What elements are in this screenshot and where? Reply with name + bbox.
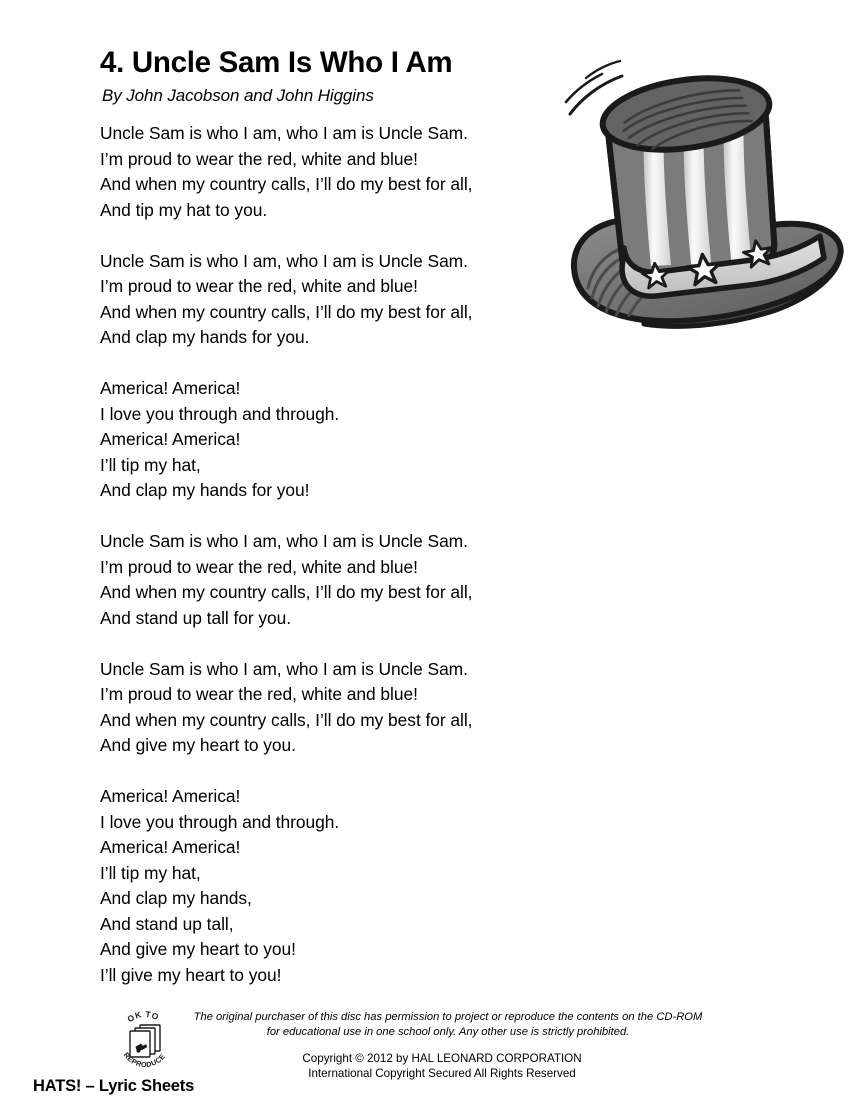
- lyric-line: I love you through and through.: [100, 811, 340, 832]
- permission-note-line: The original purchaser of this disc has permission to project or reproduce the contents on the CD-ROM: [193, 1011, 703, 1023]
- lyric-line: Uncle Sam is who I am, who I am is Uncle Sam.: [100, 123, 468, 143]
- lyric-stanza-verse-4: [100, 657, 540, 759]
- lyric-stanza-verse-2: [100, 249, 540, 351]
- ok-to-reproduce-stamp-icon: [114, 1006, 176, 1072]
- lyric-line: America! America!: [100, 837, 241, 857]
- page-title: 4. Uncle Sam Is Who I Am: [100, 46, 453, 79]
- lyric-line: I’m proud to wear the red, white and blue!: [100, 148, 418, 169]
- stamp-bottom-text: REPRODUCE: [121, 1050, 168, 1070]
- lyric-line: And tip my hat to you.: [100, 199, 268, 220]
- lyric-line: America! America!: [100, 429, 241, 449]
- lyric-line: America! America!: [100, 378, 241, 398]
- copyright-line: International Copyright Secured All Rights Reserved: [308, 1066, 576, 1080]
- lyric-line: I’ll tip my hat,: [100, 454, 201, 475]
- paper-stack-icon: [130, 1025, 160, 1057]
- lyric-line: I’ll give my heart to you!: [100, 964, 282, 985]
- lyric-line: Uncle Sam is who I am, who I am is Uncle Sam.: [100, 658, 468, 679]
- copyright-line: Copyright © 2012 by HAL LEONARD CORPORATION: [302, 1052, 582, 1065]
- lyric-line: And when my country calls, I’ll do my best for all,: [100, 174, 473, 194]
- lyric-line: And clap my hands for you!: [100, 480, 310, 500]
- lyric-line: And stand up tall,: [100, 913, 234, 934]
- lyric-stanza-verse-3: [100, 529, 540, 631]
- lyric-line: I’m proud to wear the red, white and blue!: [100, 276, 418, 296]
- lyric-line: America! America!: [100, 786, 241, 806]
- permission-note: [170, 1010, 726, 1039]
- lyric-line: And clap my hands for you.: [100, 327, 310, 347]
- lyric-line: And give my heart to you.: [100, 735, 296, 755]
- permission-note-line: for educational use in one school only. Any other use is strictly prohibited.: [266, 1025, 630, 1038]
- lyric-line: I’m proud to wear the red, white and blue!: [100, 684, 418, 704]
- lyrics-body: [100, 121, 540, 988]
- lyric-line: And give my heart to you!: [100, 939, 296, 959]
- lyric-line: And when my country calls, I’ll do my best for all,: [100, 582, 473, 602]
- lyric-stanza-chorus-2: [100, 784, 540, 988]
- uncle-sam-top-hat-illustration: [552, 52, 862, 362]
- page-footer: [0, 998, 864, 1118]
- song-header: [100, 48, 530, 106]
- lyric-line: And when my country calls, I’ll do my best for all,: [100, 301, 473, 322]
- lyric-line: Uncle Sam is who I am, who I am is Uncle Sam.: [100, 250, 468, 271]
- lyric-line: I’ll tip my hat,: [100, 862, 201, 883]
- lyric-stanza-chorus-1: [100, 376, 540, 504]
- lyric-line: And stand up tall for you.: [100, 607, 292, 628]
- lyric-line: Uncle Sam is who I am, who I am is Uncle Sam.: [100, 531, 468, 551]
- copyright-block: [232, 1052, 652, 1081]
- lyric-stanza-verse-1: [100, 121, 540, 223]
- lyric-line: And clap my hands,: [100, 888, 252, 908]
- stamp-top-text: OK TO: [125, 1008, 161, 1025]
- song-byline: By John Jacobson and John Higgins: [102, 85, 374, 105]
- collection-label: HATS! – Lyric Sheets: [33, 1077, 195, 1095]
- lyric-line: I love you through and through.: [100, 403, 340, 424]
- lyric-line: And when my country calls, I’ll do my best for all,: [100, 709, 473, 730]
- lyric-line: I’m proud to wear the red, white and blue!: [100, 556, 418, 577]
